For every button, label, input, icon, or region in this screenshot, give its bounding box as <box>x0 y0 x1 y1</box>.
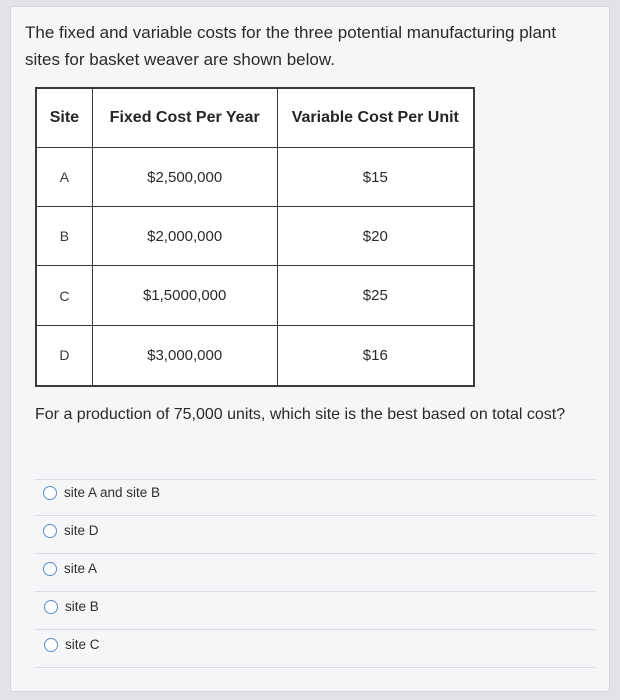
header-site: Site <box>36 88 92 148</box>
table-row <box>36 325 474 386</box>
table-header-row <box>36 88 474 148</box>
divider <box>35 515 595 516</box>
cell-fixed-cost: $2,500,000 <box>92 148 277 207</box>
option-label: site B <box>65 599 99 614</box>
table-row <box>36 148 474 207</box>
cell-variable-cost: $15 <box>277 148 474 207</box>
cell-variable-cost: $25 <box>277 266 474 325</box>
option-site-d[interactable] <box>43 523 99 538</box>
question-prompt: For a production of 75,000 units, which site is the best based on total cost? <box>35 406 566 423</box>
cell-site: D <box>36 325 92 386</box>
cell-site: B <box>36 207 92 266</box>
option-site-a[interactable] <box>43 561 97 576</box>
header-variable-cost: Variable Cost Per Unit <box>277 88 474 148</box>
cost-table <box>35 87 475 387</box>
cell-site: C <box>36 266 92 325</box>
header-fixed-cost: Fixed Cost Per Year <box>92 88 277 148</box>
option-site-b[interactable] <box>44 599 99 614</box>
cell-site: A <box>36 148 92 207</box>
cell-fixed-cost: $1,5000,000 <box>92 266 277 325</box>
table-row <box>36 207 474 266</box>
option-label: site A <box>64 561 98 576</box>
option-label: site C <box>65 637 100 652</box>
radio-icon[interactable] <box>43 524 57 538</box>
option-site-a-and-b[interactable] <box>43 485 160 500</box>
cell-fixed-cost: $3,000,000 <box>92 325 277 386</box>
table-row <box>36 266 474 325</box>
cell-variable-cost: $20 <box>277 207 474 266</box>
radio-icon[interactable] <box>43 562 57 576</box>
divider <box>35 629 595 630</box>
divider <box>35 479 595 480</box>
divider <box>35 553 595 554</box>
cell-variable-cost: $16 <box>277 325 474 386</box>
divider <box>35 591 595 592</box>
option-label: site D <box>64 523 99 538</box>
divider <box>35 667 595 668</box>
option-label: site A and site B <box>64 485 161 500</box>
radio-icon[interactable] <box>43 486 57 500</box>
option-site-c[interactable] <box>44 637 100 652</box>
question-card <box>10 6 610 692</box>
radio-icon[interactable] <box>44 638 58 652</box>
radio-icon[interactable] <box>44 600 58 614</box>
question-intro: The fixed and variable costs for the three potential manufacturing plant sites for basket weaver are shown below. <box>25 23 557 69</box>
cell-fixed-cost: $2,000,000 <box>92 207 277 266</box>
